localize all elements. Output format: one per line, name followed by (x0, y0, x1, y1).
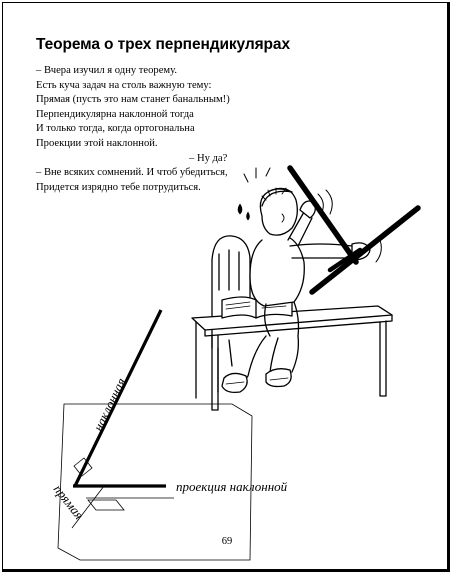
page-number: 69 (221, 536, 233, 547)
perpendicular-rods (290, 168, 418, 292)
poem-line: Придется изрядно тебе потрудиться. (36, 181, 201, 193)
student-figure (222, 168, 381, 392)
page-title: Теорема о трех перпендикулярах (36, 36, 290, 53)
poem-line: Прямая (пусть это нам станет банальным!) (36, 94, 230, 106)
poem-line: Перпендикулярна наклонной тогда (36, 108, 194, 120)
desk (192, 306, 392, 410)
poem-line: И только тогда, когда ортогональна (36, 123, 195, 135)
straight-line-label: прямая (50, 481, 87, 523)
projection-label: проекция наклонной (176, 479, 288, 494)
poem-line: – Ну да? (189, 152, 228, 164)
poem-line: Есть куча задач на столь важную тему: (36, 79, 212, 91)
poem-line: – Вне всяких сомнений. И чтоб убедиться, (36, 167, 228, 179)
poem-line: – Вчера изучил я одну теорему. (36, 65, 178, 76)
geometry-diagram (51, 310, 288, 560)
student-at-desk-drawing (192, 168, 418, 410)
inclined-label: наклонная (90, 375, 129, 434)
poem-line: Проекции этой наклонной. (36, 137, 158, 149)
